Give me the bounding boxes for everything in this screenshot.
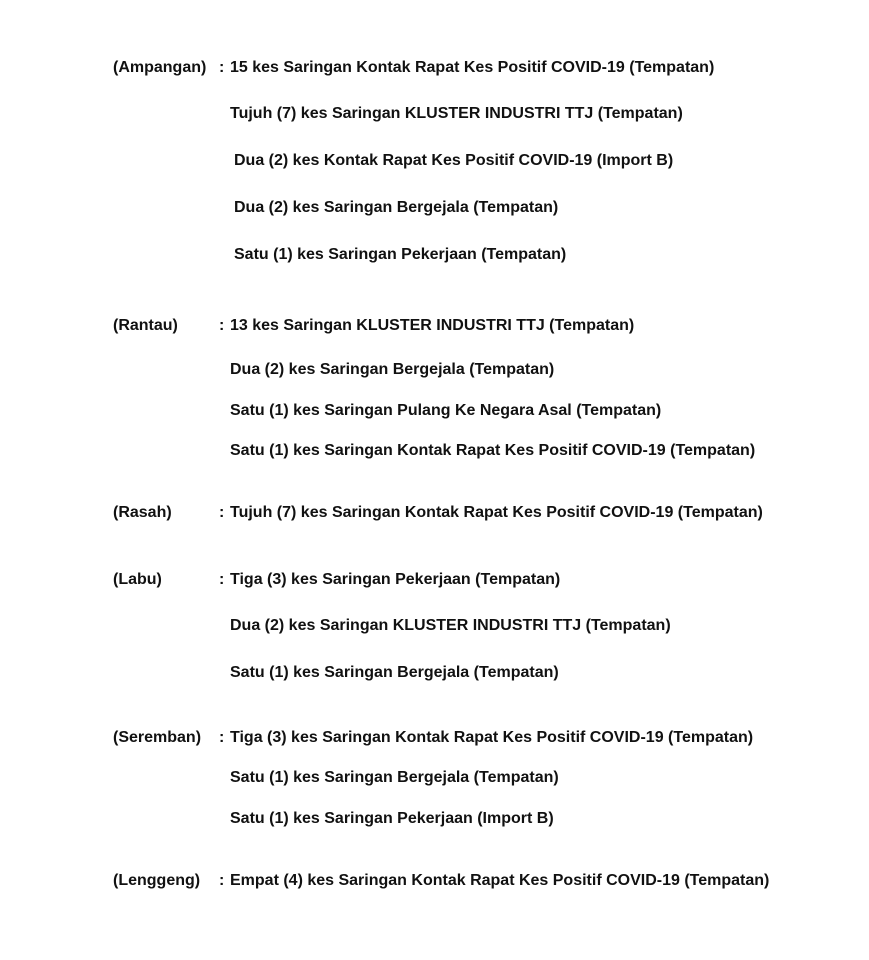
case-entry: Satu (1) kes Saringan Pekerjaan (Tempatan)	[234, 246, 567, 263]
case-entry: Tiga (3) kes Saringan Kontak Rapat Kes Positif COVID-19 (Tempatan)	[230, 729, 754, 746]
case-entry: 15 kes Saringan Kontak Rapat Kes Positif COVID-19 (Tempatan)	[230, 59, 715, 76]
case-entry: Satu (1) kes Saringan Pekerjaan (Import B)	[230, 810, 554, 827]
colon-separator: :	[219, 571, 225, 588]
district-label: (Labu)	[113, 571, 162, 588]
case-entry: Dua (2) kes Saringan KLUSTER INDUSTRI TTJ (Tempatan)	[230, 617, 671, 634]
district-label: (Rantau)	[113, 317, 178, 334]
colon-separator: :	[219, 729, 225, 746]
case-entry: 13 kes Saringan KLUSTER INDUSTRI TTJ (Tempatan)	[230, 317, 635, 334]
case-entry: Satu (1) kes Saringan Bergejala (Tempatan)	[230, 769, 559, 786]
case-entry: Dua (2) kes Saringan Bergejala (Tempatan)	[234, 199, 559, 216]
case-entry: Tiga (3) kes Saringan Pekerjaan (Tempatan)	[230, 571, 561, 588]
case-entry: Dua (2) kes Kontak Rapat Kes Positif COVID-19 (Import B)	[234, 152, 674, 169]
district-label: (Rasah)	[113, 504, 172, 521]
case-entry: Tujuh (7) kes Saringan KLUSTER INDUSTRI TTJ (Tempatan)	[230, 105, 683, 122]
case-entry: Satu (1) kes Saringan Pulang Ke Negara Asal (Tempatan)	[230, 402, 662, 419]
colon-separator: :	[219, 317, 225, 334]
case-entry: Satu (1) kes Saringan Bergejala (Tempatan)	[230, 664, 559, 681]
case-entry: Dua (2) kes Saringan Bergejala (Tempatan)	[230, 361, 555, 378]
colon-separator: :	[219, 504, 225, 521]
district-label: (Seremban)	[113, 729, 202, 746]
colon-separator: :	[219, 59, 225, 76]
case-entry: Tujuh (7) kes Saringan Kontak Rapat Kes Positif COVID-19 (Tempatan)	[230, 504, 763, 521]
case-entry: Satu (1) kes Saringan Kontak Rapat Kes Positif COVID-19 (Tempatan)	[230, 442, 756, 459]
district-label: (Lenggeng)	[113, 872, 201, 889]
colon-separator: :	[219, 872, 225, 889]
case-entry: Empat (4) kes Saringan Kontak Rapat Kes Positif COVID-19 (Tempatan)	[230, 872, 770, 889]
district-label: (Ampangan)	[113, 59, 207, 76]
